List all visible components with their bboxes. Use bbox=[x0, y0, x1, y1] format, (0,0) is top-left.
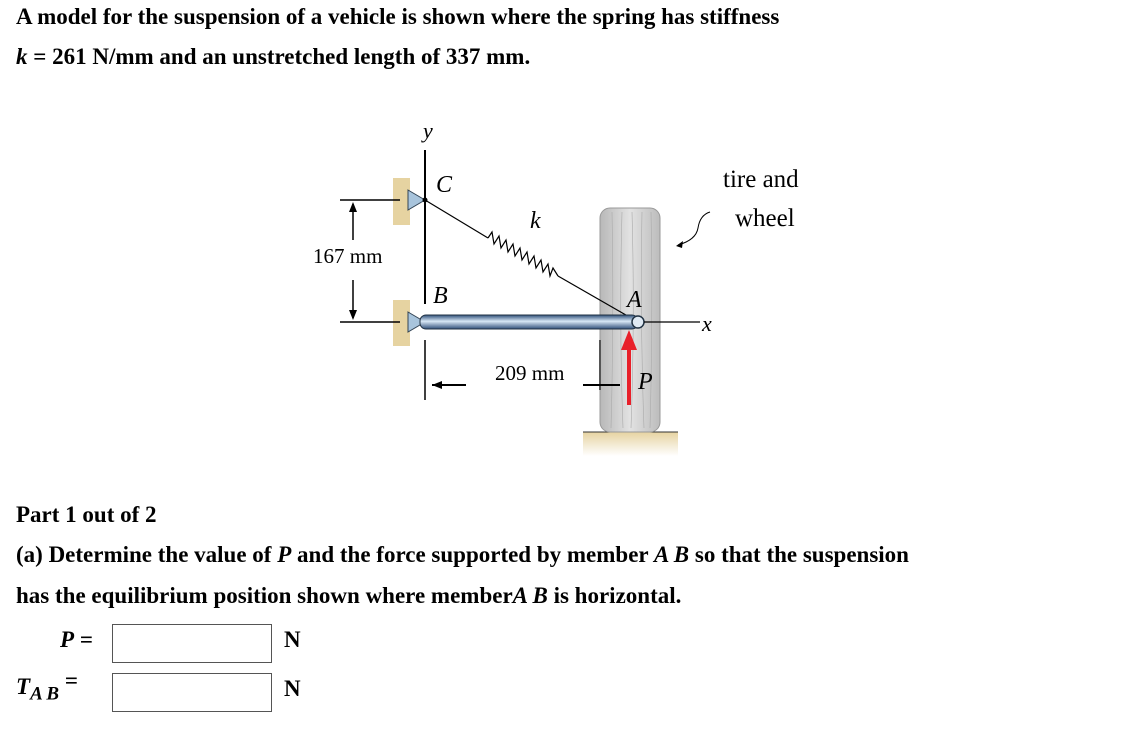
t-symbol: T bbox=[16, 674, 31, 699]
q-text-a: (a) Determine the value of bbox=[16, 542, 272, 567]
spring-k bbox=[488, 232, 558, 276]
q-text-c: so that the suspension bbox=[694, 542, 909, 567]
problem-line-2-text: = 261 N/mm and an unstretched length of 337 mm. bbox=[27, 44, 531, 69]
tab-unit: N bbox=[284, 676, 301, 701]
part-heading: Part 1 out of 2 bbox=[16, 502, 157, 527]
k-symbol: k bbox=[16, 44, 28, 69]
tire-label-2: wheel bbox=[735, 205, 795, 232]
label-p: P bbox=[638, 369, 653, 395]
label-a: A bbox=[627, 287, 642, 313]
problem-line-1: A model for the suspension of a vehicle is shown where the spring has stiffness bbox=[16, 4, 780, 29]
q-ab: A B bbox=[653, 542, 690, 567]
label-b: B bbox=[433, 283, 448, 309]
t-eq: = bbox=[64, 668, 78, 693]
p-answer-input[interactable] bbox=[112, 624, 272, 663]
p-label bbox=[60, 627, 93, 653]
label-c: C bbox=[436, 172, 453, 198]
label-y: y bbox=[423, 118, 433, 143]
label-x: x bbox=[702, 311, 712, 336]
q2-text-b: is horizontal. bbox=[553, 583, 682, 608]
p-symbol: P bbox=[60, 627, 75, 652]
question-line-2 bbox=[16, 583, 681, 609]
question-line-1 bbox=[16, 542, 909, 568]
tab-answer-input[interactable] bbox=[112, 673, 272, 712]
wall-support-b bbox=[393, 300, 410, 346]
dim-167-label: 167 mm bbox=[313, 244, 383, 268]
label-k: k bbox=[530, 208, 541, 234]
member-ab bbox=[420, 315, 638, 329]
wall-support-c bbox=[393, 178, 410, 225]
q-p: P bbox=[277, 542, 292, 567]
q2-text-a: has the equilibrium position shown where member bbox=[16, 583, 513, 608]
p-unit: N bbox=[284, 627, 301, 652]
t-subscript: A B bbox=[30, 683, 60, 705]
q-text-b: and the force supported by member bbox=[297, 542, 649, 567]
dim-209-label: 209 mm bbox=[495, 361, 565, 385]
ground bbox=[583, 432, 678, 456]
tab-label bbox=[16, 668, 78, 706]
pointer-icon bbox=[678, 212, 710, 245]
tire-label-1: tire and bbox=[723, 166, 799, 193]
q2-ab: A B bbox=[512, 583, 548, 608]
p-eq: = bbox=[79, 627, 93, 652]
